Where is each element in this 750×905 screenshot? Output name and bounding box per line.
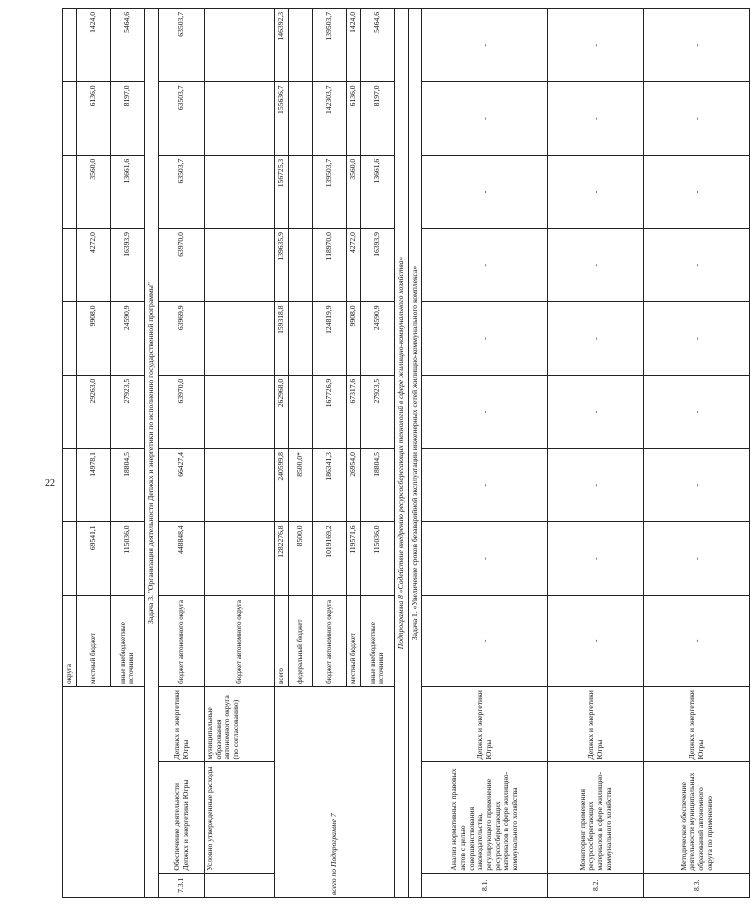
value-cell (63, 375, 77, 448)
table-row (205, 9, 275, 898)
value-cell: 29263,0 (77, 375, 111, 448)
value-cell (289, 375, 313, 448)
budget-table (62, 8, 750, 898)
value-cell: - (422, 375, 548, 448)
funding-source: бюджет автономного округа (205, 595, 275, 686)
value-cell (205, 82, 275, 155)
value-cell: 27923,5 (111, 375, 145, 448)
value-cell: 27923,5 (361, 375, 395, 448)
value-cell: 115036,0 (361, 522, 395, 595)
value-cell: 118970,0 (313, 229, 347, 302)
value-cell (289, 82, 313, 155)
value-cell (205, 375, 275, 448)
value-cell: 4272,0 (77, 229, 111, 302)
task3-title: Задача 3. "Организация деятельности Депжкх и энергетики по исполнению государственной программы" (145, 9, 159, 898)
executor: Депжкх и энергетики Югры (644, 686, 750, 762)
value-cell: - (422, 302, 548, 375)
value-cell: - (644, 302, 750, 375)
value-cell (205, 302, 275, 375)
measure-name: Методическое обеспечение деятельности муниципальных образований автономного округа по применению (644, 762, 750, 873)
funding-source: иные внебюджетные источники (361, 595, 395, 686)
funding-source: иные внебюджетные источники (111, 595, 145, 686)
funding-source: округа (63, 595, 77, 686)
value-cell (289, 302, 313, 375)
value-cell: - (548, 302, 644, 375)
value-cell (205, 229, 275, 302)
value-cell: 1424,0 (347, 9, 361, 82)
funding-source: - (422, 595, 548, 686)
value-cell: 167726,9 (313, 375, 347, 448)
value-cell (205, 155, 275, 228)
executor: Депжкх и энергетики Югры (422, 686, 548, 762)
value-cell (63, 522, 77, 595)
row-number: 8.3. (644, 873, 750, 897)
value-cell: 1424,0 (77, 9, 111, 82)
row-number: 8.1. (422, 873, 548, 897)
value-cell: 8197,0 (111, 82, 145, 155)
value-cell: - (422, 82, 548, 155)
value-cell: - (422, 155, 548, 228)
table-row (548, 9, 644, 898)
measure-name: Мониторинг применения ресурсосберегающих материалов в сфере жилищно-коммунального хозяйства (548, 762, 644, 873)
value-cell: - (644, 9, 750, 82)
value-cell: 18804,5 (111, 449, 145, 522)
value-cell: - (644, 82, 750, 155)
value-cell: 1019169,2 (313, 522, 347, 595)
executor: Депжкх и энергетики Югры (159, 686, 205, 762)
value-cell: 9908,0 (77, 302, 111, 375)
measure-name: Условно утвержденные расходы (205, 762, 275, 873)
value-cell: 63970,0 (159, 375, 205, 448)
row-number: 8.2. (548, 873, 644, 897)
value-cell (289, 9, 313, 82)
value-cell: - (644, 155, 750, 228)
value-cell: - (422, 522, 548, 595)
value-cell: 240599,8 (275, 449, 289, 522)
value-cell: 8500,0 (289, 522, 313, 595)
value-cell: 6136,0 (77, 82, 111, 155)
table-row (422, 9, 548, 898)
value-cell: 262968,0 (275, 375, 289, 448)
value-cell (63, 82, 77, 155)
value-cell (205, 522, 275, 595)
value-cell: 139635,9 (275, 229, 289, 302)
funding-source: местный бюджет (347, 595, 361, 686)
value-cell (63, 449, 77, 522)
value-cell: 14978,1 (77, 449, 111, 522)
value-cell: 448848,4 (159, 522, 205, 595)
funding-source: - (644, 595, 750, 686)
value-cell: 18804,5 (361, 449, 395, 522)
table-row (395, 9, 409, 898)
value-cell: 69541,1 (77, 522, 111, 595)
value-cell: 142303,7 (313, 82, 347, 155)
value-cell: 3560,0 (347, 155, 361, 228)
table-row (408, 9, 422, 898)
value-cell: 146392,3 (275, 9, 289, 82)
value-cell: 63503,7 (159, 155, 205, 228)
table-row (159, 9, 205, 898)
funding-source: местный бюджет (77, 595, 111, 686)
subprogram-total-label: всего по Подпрограмме 7 (275, 686, 395, 897)
funding-source: бюджет автономного округа (159, 595, 205, 686)
table-row (63, 9, 77, 898)
value-cell: - (644, 229, 750, 302)
funding-source: всего (275, 595, 289, 686)
measure-name: Анализ нормативных правовых актов с целью совершенствования законодательства, регулирующего применение ресурсосберегающих материалов в сфере жилищно-коммунального хозяйства (422, 762, 548, 873)
value-cell: - (548, 522, 644, 595)
value-cell: 8500,0* (289, 449, 313, 522)
funding-source: - (548, 595, 644, 686)
value-cell (205, 449, 275, 522)
value-cell: - (644, 449, 750, 522)
funding-source: федеральный бюджет (289, 595, 313, 686)
value-cell: 5464,6 (361, 9, 395, 82)
value-cell: 63970,0 (159, 229, 205, 302)
value-cell: 63503,7 (159, 9, 205, 82)
executor: муниципальные образования автономного округа (по согласованию) (205, 686, 275, 762)
value-cell (289, 229, 313, 302)
row-number: 7.3.1 (159, 873, 205, 897)
value-cell: - (548, 375, 644, 448)
rotated-table-area (62, 8, 714, 898)
executor: Депжкх и энергетики Югры (548, 686, 644, 762)
subprogram8-task1: Задача 1. «Увеличение сроков безаварийной эксплуатации инженерных сетей жилищно-коммунального комплекса» (408, 9, 422, 898)
value-cell: - (644, 375, 750, 448)
measure-name: Обеспечение деятельности Депжкх и энергетики Югры (159, 762, 205, 873)
value-cell: - (644, 522, 750, 595)
table-row (644, 9, 750, 898)
funding-source: бюджет автономного округа (313, 595, 347, 686)
value-cell: 124819,9 (313, 302, 347, 375)
value-cell: 16393,9 (111, 229, 145, 302)
value-cell: 155636,7 (275, 82, 289, 155)
value-cell (63, 229, 77, 302)
value-cell: 24590,9 (361, 302, 395, 375)
value-cell: 63503,7 (159, 82, 205, 155)
value-cell: 24590,9 (111, 302, 145, 375)
value-cell: 186341,3 (313, 449, 347, 522)
value-cell: - (548, 9, 644, 82)
value-cell: 4272,0 (347, 229, 361, 302)
value-cell: 9908,0 (347, 302, 361, 375)
value-cell: 66427,4 (159, 449, 205, 522)
value-cell: 115036,0 (111, 522, 145, 595)
value-cell: - (548, 449, 644, 522)
value-cell: - (422, 229, 548, 302)
page-number: 22 (45, 478, 55, 489)
value-cell: 26954,0 (347, 449, 361, 522)
value-cell: 16393,9 (361, 229, 395, 302)
value-cell: - (422, 9, 548, 82)
budget-table-wrapper (62, 8, 714, 898)
value-cell: 13661,6 (361, 155, 395, 228)
value-cell: - (548, 82, 644, 155)
value-cell: - (548, 155, 644, 228)
value-cell: - (422, 449, 548, 522)
value-cell (289, 155, 313, 228)
value-cell: 159318,8 (275, 302, 289, 375)
value-cell: 13661,6 (111, 155, 145, 228)
value-cell: 8197,0 (361, 82, 395, 155)
blank-cell (205, 873, 275, 897)
value-cell (63, 302, 77, 375)
value-cell: 156725,3 (275, 155, 289, 228)
value-cell: 5464,6 (111, 9, 145, 82)
value-cell: 139503,7 (313, 9, 347, 82)
blank-cell (63, 686, 145, 897)
value-cell: 63969,9 (159, 302, 205, 375)
value-cell: 1282276,8 (275, 522, 289, 595)
subprogram8-title: Подпрограмма 8 «Содействие внедрению ресурсосберегающих технологий в сфере жилищно-коммунального хозяйства» (395, 9, 409, 898)
table-row (275, 9, 289, 898)
table-row (145, 9, 159, 898)
value-cell (63, 9, 77, 82)
value-cell: 139503,7 (313, 155, 347, 228)
value-cell (205, 9, 275, 82)
value-cell: 119571,6 (347, 522, 361, 595)
value-cell: - (548, 229, 644, 302)
value-cell: 6136,0 (347, 82, 361, 155)
value-cell: 67317,6 (347, 375, 361, 448)
value-cell (63, 155, 77, 228)
value-cell: 3560,0 (77, 155, 111, 228)
